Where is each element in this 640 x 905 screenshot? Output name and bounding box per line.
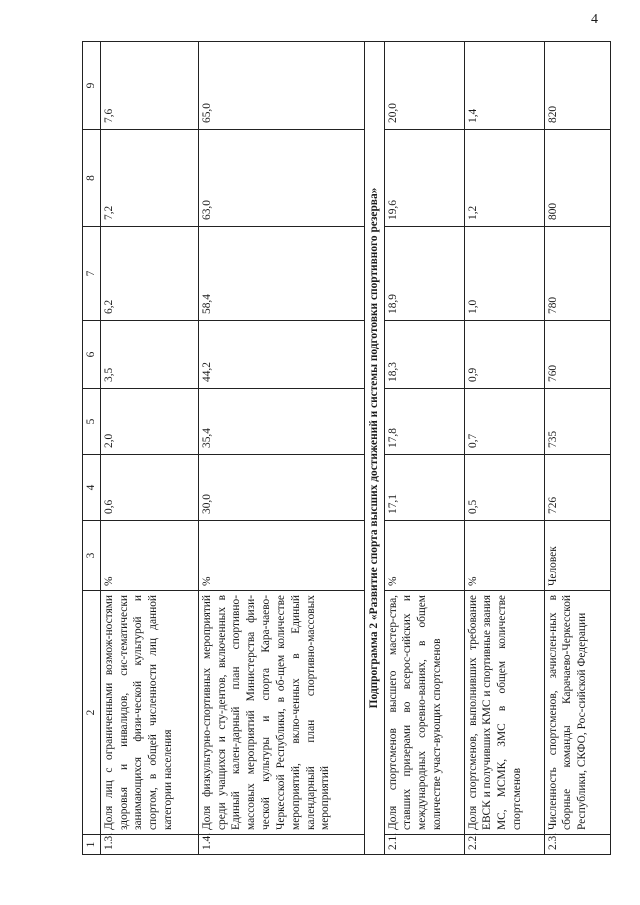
header-row [83, 42, 101, 855]
table-frame [82, 42, 640, 855]
value-cell: 35,4 [198, 389, 364, 455]
unit-cell: % [198, 521, 364, 591]
table-row [544, 42, 610, 855]
header-cell: 8 [83, 130, 101, 227]
row-number: 1.4. [198, 835, 364, 855]
section-title: Подпрограмма 2 «Развитие спорта высших достижений и системы подготовки спортивного резерва» [364, 42, 384, 855]
indicator-description: Доля спортсменов, выполнивших требование ЕВСК и получивших КМС и спортивные звания МС, МСМК, ЗМС в общем количестве спортсменов [464, 591, 544, 835]
value-cell: 800 [544, 130, 610, 227]
header-cell: 3 [83, 521, 101, 591]
value-cell: 17,1 [384, 455, 464, 521]
value-cell: 1,4 [464, 42, 544, 130]
value-cell: 0,9 [464, 321, 544, 389]
value-cell: 18,9 [384, 227, 464, 321]
table-row [100, 42, 198, 855]
value-cell: 7,2 [100, 130, 198, 227]
value-cell: 17,8 [384, 389, 464, 455]
value-cell: 820 [544, 42, 610, 130]
table-row [464, 42, 544, 855]
value-cell: 44,2 [198, 321, 364, 389]
rotated-table-container [82, 42, 640, 855]
value-cell: 1,0 [464, 227, 544, 321]
value-cell: 63,0 [198, 130, 364, 227]
value-cell: 65,0 [198, 42, 364, 130]
value-cell: 19,6 [384, 130, 464, 227]
page-number: 4 [591, 12, 598, 27]
value-cell: 735 [544, 389, 610, 455]
value-cell: 58,4 [198, 227, 364, 321]
unit-cell: % [100, 521, 198, 591]
value-cell: 30,0 [198, 455, 364, 521]
section-row [364, 42, 384, 855]
indicators-table [82, 41, 611, 855]
value-cell: 2,0 [100, 389, 198, 455]
value-cell: 0,6 [100, 455, 198, 521]
header-cell: 9 [83, 42, 101, 130]
row-number: 2.1. [384, 835, 464, 855]
value-cell: 0,5 [464, 455, 544, 521]
value-cell: 7,6 [100, 42, 198, 130]
table-row [384, 42, 464, 855]
value-cell: 760 [544, 321, 610, 389]
value-cell: 6,2 [100, 227, 198, 321]
value-cell: 3,5 [100, 321, 198, 389]
indicator-description: Доля лиц с ограниченными возмож-ностями здоровья и инвалидов, сис-тематически занимающихся физи-ческой культурой и спортом, в общей численности лиц данной категории населения [100, 591, 198, 835]
table-row [198, 42, 364, 855]
value-cell: 20,0 [384, 42, 464, 130]
indicator-description: Доля физкультурно-спортивных мероприятий среди учащихся и сту-дентов, включенных в Единый кален-дарный план спортивно-массовых мероприятий Министерства физи-ческой культуры и спорта Кара-чаево-Черкесской Республики, в об-щем количестве мероприятий, вклю-ченных в Единый календарный план спортивно-массовых мероприятий [198, 591, 364, 835]
indicator-description: Численность спортсменов, зачислен-ных в сборные команды Карачаево-Черкесской Республики, СКФО, Рос-сийской Федерации [544, 591, 610, 835]
row-number: 1.3. [100, 835, 198, 855]
value-cell: 726 [544, 455, 610, 521]
header-cell: 4 [83, 455, 101, 521]
row-number: 2.3. [544, 835, 610, 855]
row-number: 2.2. [464, 835, 544, 855]
indicator-description: Доля спортсменов высшего мастер-ства, ставших призерами во всерос-сийских и международных соревно-ваниях, в общем количестве участ-вующих спортсменов [384, 591, 464, 835]
value-cell: 18,3 [384, 321, 464, 389]
unit-cell: % [384, 521, 464, 591]
header-cell: 7 [83, 227, 101, 321]
value-cell: 780 [544, 227, 610, 321]
value-cell: 1,2 [464, 130, 544, 227]
header-cell: 5 [83, 389, 101, 455]
header-cell: 2 [83, 591, 101, 835]
header-cell: 1 [83, 835, 101, 855]
unit-cell: % [464, 521, 544, 591]
unit-cell: Человек [544, 521, 610, 591]
header-cell: 6 [83, 321, 101, 389]
value-cell: 0,7 [464, 389, 544, 455]
